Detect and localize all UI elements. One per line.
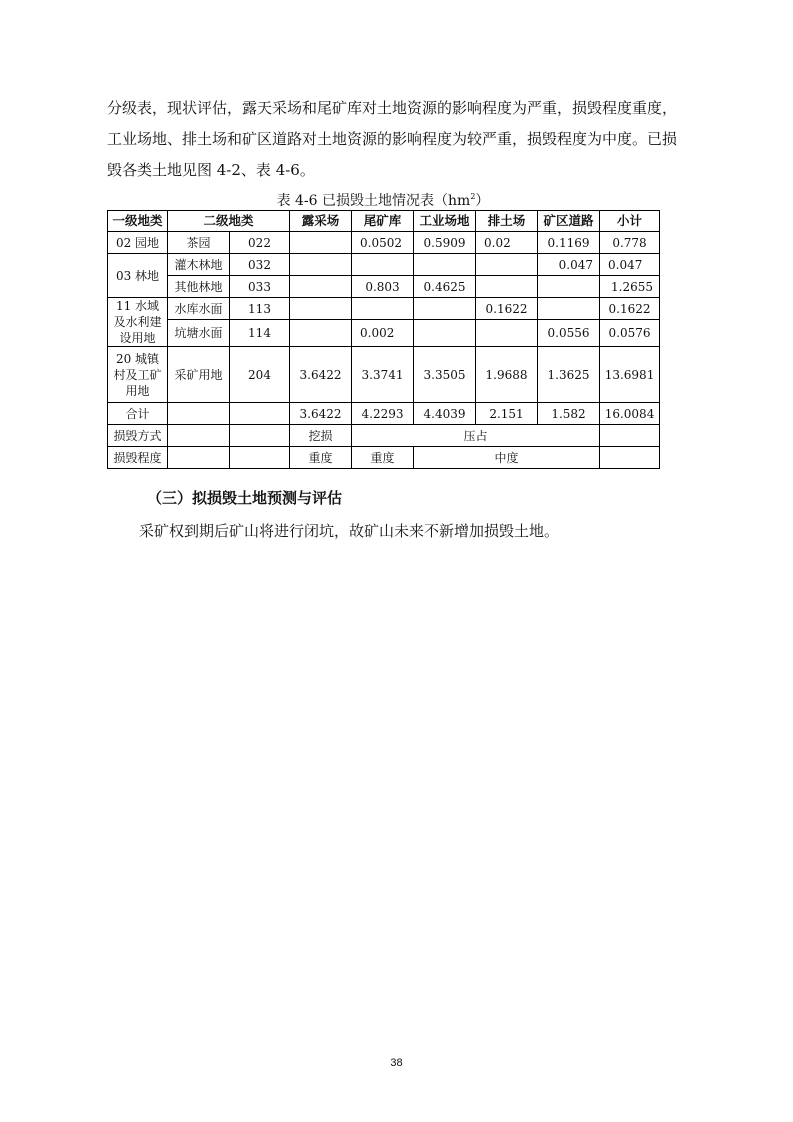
cell-degree-label: 损毁程度 xyxy=(108,447,168,469)
header-level2: 二级地类 xyxy=(168,211,290,232)
cell-value xyxy=(414,298,476,320)
cell-value: 3.3741 xyxy=(352,347,414,403)
cell-value: 0.0576 xyxy=(600,320,660,347)
page-number: 38 xyxy=(390,1057,403,1069)
cell-value: 16.0084 xyxy=(600,403,660,425)
table-row xyxy=(108,254,660,276)
caption-text: 表 4-6 已损毁土地情况表（hm xyxy=(276,193,471,209)
cell-name: 灌木林地 xyxy=(168,254,230,276)
table-row-degree xyxy=(108,447,660,469)
forecast-paragraph xyxy=(139,516,724,547)
paragraph-line: 采矿权到期后矿山将进行闭坑，故矿山未来不新增加损毁土地。 xyxy=(139,522,560,540)
intro-paragraph xyxy=(107,93,692,186)
cell-value xyxy=(290,254,352,276)
cell-code: 113 xyxy=(230,298,290,320)
cell-value xyxy=(290,276,352,298)
cell-value xyxy=(414,320,476,347)
cell-value: 0.5909 xyxy=(414,232,476,254)
cell-empty xyxy=(600,447,660,469)
table-header-row xyxy=(108,211,660,232)
cell-method: 挖损 xyxy=(290,425,352,447)
cell-value: 0.803 xyxy=(352,276,414,298)
cell-value: 0.02 xyxy=(476,232,538,254)
table-row xyxy=(108,276,660,298)
cell-value: 0.1622 xyxy=(600,298,660,320)
cell-value xyxy=(352,298,414,320)
cell-value xyxy=(476,276,538,298)
cell-empty xyxy=(230,403,290,425)
cell-value: 3.6422 xyxy=(290,347,352,403)
cell-value: 3.6422 xyxy=(290,403,352,425)
cell-name: 其他林地 xyxy=(168,276,230,298)
cell-name: 坑塘水面 xyxy=(168,320,230,347)
table-row xyxy=(108,298,660,320)
cell-value: 4.4039 xyxy=(414,403,476,425)
cell-level1: 03 林地 xyxy=(108,254,168,298)
cell-empty xyxy=(168,425,230,447)
cell-degree: 重度 xyxy=(290,447,352,469)
cell-value: 0.1622 xyxy=(476,298,538,320)
cell-value xyxy=(414,254,476,276)
cell-degree: 重度 xyxy=(352,447,414,469)
cell-empty xyxy=(168,447,230,469)
cell-value: 1.3625 xyxy=(538,347,600,403)
cell-value xyxy=(538,298,600,320)
caption-end: ） xyxy=(475,193,490,209)
table-row-total xyxy=(108,403,660,425)
header-subtotal: 小计 xyxy=(600,211,660,232)
cell-code: 114 xyxy=(230,320,290,347)
cell-value: 0.4625 xyxy=(414,276,476,298)
cell-value xyxy=(290,298,352,320)
cell-value: 4.2293 xyxy=(352,403,414,425)
cell-name: 水库水面 xyxy=(168,298,230,320)
paragraph-line: 分级表，现状评估，露天采场和尾矿库对土地资源的影响程度为严重，损毁程度重度， xyxy=(107,99,678,117)
table-row xyxy=(108,232,660,254)
header-dump: 排土场 xyxy=(476,211,538,232)
section-heading: （三）拟损毁土地预测与评估 xyxy=(147,489,343,507)
header-tailings: 尾矿库 xyxy=(352,211,414,232)
cell-value: 0.0502 xyxy=(352,232,414,254)
cell-method-label: 损毁方式 xyxy=(108,425,168,447)
cell-value xyxy=(290,320,352,347)
paragraph-line: 工业场地、排土场和矿区道路对土地资源的影响程度为较严重，损毁程度为中度。已损 xyxy=(107,130,678,148)
paragraph-line: 毁各类土地见图 4-2、表 4-6。 xyxy=(107,161,315,179)
header-open-pit: 露采场 xyxy=(290,211,352,232)
table-caption xyxy=(107,186,659,212)
cell-method: 压占 xyxy=(352,425,600,447)
cell-value: 0.1169 xyxy=(538,232,600,254)
cell-value: 13.6981 xyxy=(600,347,660,403)
damaged-land-table xyxy=(107,210,660,469)
cell-level1: 20 城镇村及工矿用地 xyxy=(108,347,168,403)
table-row xyxy=(108,320,660,347)
table-row-method xyxy=(108,425,660,447)
cell-code: 032 xyxy=(230,254,290,276)
cell-code: 022 xyxy=(230,232,290,254)
cell-name: 茶园 xyxy=(168,232,230,254)
cell-value: 0.047 xyxy=(600,254,660,276)
cell-value: 0.047 xyxy=(538,254,600,276)
cell-value: 0.002 xyxy=(352,320,414,347)
header-level1: 一级地类 xyxy=(108,211,168,232)
cell-code: 033 xyxy=(230,276,290,298)
table-row xyxy=(108,347,660,403)
cell-empty xyxy=(168,403,230,425)
cell-level1: 11 水域及水利建设用地 xyxy=(108,298,168,347)
cell-empty xyxy=(600,425,660,447)
cell-value: 1.2655 xyxy=(600,276,660,298)
cell-value: 0.0556 xyxy=(538,320,600,347)
cell-empty xyxy=(230,447,290,469)
header-industrial: 工业场地 xyxy=(414,211,476,232)
cell-value xyxy=(476,320,538,347)
cell-code: 204 xyxy=(230,347,290,403)
cell-name: 采矿用地 xyxy=(168,347,230,403)
cell-value xyxy=(476,254,538,276)
cell-value xyxy=(538,276,600,298)
cell-value: 3.3505 xyxy=(414,347,476,403)
caption-superscript: 2 xyxy=(470,192,476,201)
cell-value: 2.151 xyxy=(476,403,538,425)
cell-level1: 02 园地 xyxy=(108,232,168,254)
cell-degree: 中度 xyxy=(414,447,600,469)
cell-value xyxy=(352,254,414,276)
cell-value: 0.778 xyxy=(600,232,660,254)
cell-value: 1.9688 xyxy=(476,347,538,403)
cell-empty xyxy=(230,425,290,447)
cell-value xyxy=(290,232,352,254)
cell-total-label: 合计 xyxy=(108,403,168,425)
cell-value: 1.582 xyxy=(538,403,600,425)
header-road: 矿区道路 xyxy=(538,211,600,232)
